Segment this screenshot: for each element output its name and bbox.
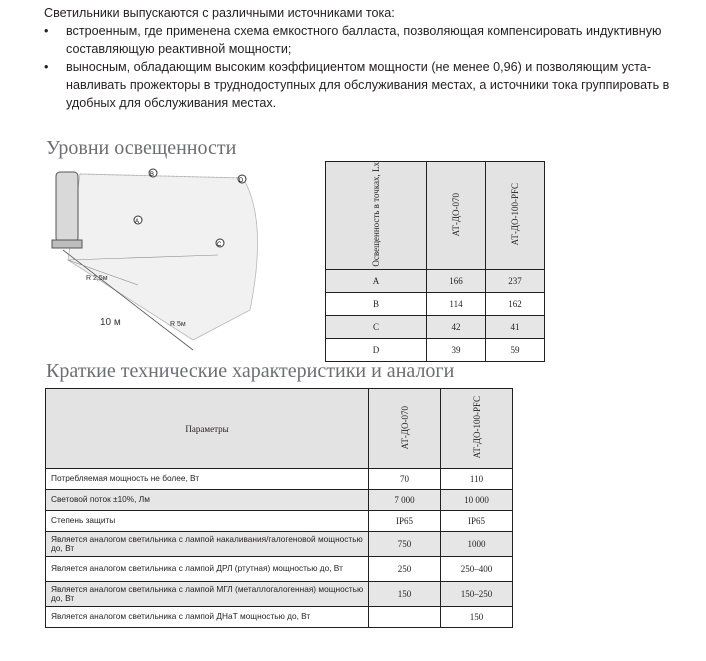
table-header-cell: АТ-ДО-070: [369, 389, 441, 469]
table-cell: C: [326, 315, 427, 338]
point-a-label: A: [135, 219, 140, 225]
table-cell: 750: [369, 532, 441, 557]
table-cell: 250: [369, 557, 441, 582]
bullet-icon: •: [44, 24, 49, 38]
table-cell: [369, 607, 441, 628]
table-cell: D: [326, 338, 427, 361]
table-header-cell: АТ-ДО-100-PFC: [486, 162, 545, 270]
table-row: [46, 532, 513, 557]
floodlight-bracket: [52, 240, 82, 248]
table-row: [46, 490, 513, 511]
illumination-diagram: [28, 160, 298, 360]
bullet-text: встроенным, где применена схема емкостного балласта, позволяющая компенсировать индуктивную составляющую реактивной мощности;: [66, 24, 662, 56]
table-cell: Является аналогом светильника с лампой МГЛ (металлогалогенная) мощностью до, Вт: [46, 582, 369, 607]
table-row: [326, 292, 545, 315]
table-cell: Является аналогом светильника с лампой накаливания/галогеновой мощностью до, Вт: [46, 532, 369, 557]
bullet-icon: •: [44, 60, 49, 74]
table-cell: 150: [441, 607, 513, 628]
floodlight-icon: [56, 172, 78, 242]
radius-label-1: R 2,5м: [86, 275, 108, 282]
table-row: [326, 269, 545, 292]
table-cell: 150: [369, 582, 441, 607]
table-header-cell: АТ-ДО-070: [427, 162, 486, 270]
table-cell: 166: [427, 269, 486, 292]
point-d-label: D: [239, 178, 244, 184]
table-cell: IP65: [441, 511, 513, 532]
bullet-item: [44, 58, 694, 112]
table-cell: 150–250: [441, 582, 513, 607]
table-cell: Потребляемая мощность не более, Вт: [46, 469, 369, 490]
illumination-table: [325, 161, 545, 362]
point-c-label: C: [217, 242, 222, 248]
table-header-cell: Параметры: [46, 389, 369, 469]
table-cell: 7 000: [369, 490, 441, 511]
bullet-item: [44, 22, 694, 58]
table-cell: IP65: [369, 511, 441, 532]
table-cell: 42: [427, 315, 486, 338]
radius-label-2: R 5м: [170, 321, 186, 328]
table-row: [326, 338, 545, 361]
table-cell: 162: [486, 292, 545, 315]
table-row: [326, 315, 545, 338]
table-cell: Является аналогом светильника с лампой ДРЛ (ртутная) мощностью до, Вт: [46, 557, 369, 582]
table-cell: 70: [369, 469, 441, 490]
table-cell: 250–400: [441, 557, 513, 582]
table-row: [46, 607, 513, 628]
table-header-row: [326, 162, 545, 270]
table-cell: Является аналогом светильника с лампой ДНаТ мощностью до, Вт: [46, 607, 369, 628]
section-heading-levels: Уровни освещенности: [46, 137, 237, 159]
specs-table: [45, 388, 513, 628]
table-cell: 59: [486, 338, 545, 361]
table-cell: Световой поток ±10%, Лм: [46, 490, 369, 511]
table-cell: B: [326, 292, 427, 315]
table-header-cell: АТ-ДО-100-PFC: [441, 389, 513, 469]
table-header-row: [46, 389, 513, 469]
table-cell: 237: [486, 269, 545, 292]
table-row: [46, 557, 513, 582]
table-cell: 110: [441, 469, 513, 490]
point-b-label: B: [150, 172, 155, 178]
table-cell: 39: [427, 338, 486, 361]
table-cell: 41: [486, 315, 545, 338]
table-row: [46, 582, 513, 607]
table-row: [46, 511, 513, 532]
bullet-text: выносным, обладающим высоким коэффициентом мощности (не менее 0,96) и позволяющим устанавливать прожекторы в труднодоступных для обслуживания местах, а источники тока группировать в удобных для обслуживания местах.: [66, 60, 670, 110]
table-cell: A: [326, 269, 427, 292]
intro-text: [44, 4, 694, 112]
table-cell: Степень защиты: [46, 511, 369, 532]
distance-label: 10 м: [100, 317, 121, 328]
table-cell: 114: [427, 292, 486, 315]
section-heading-specs: Краткие технические характеристики и аналоги: [46, 360, 455, 382]
table-row: [46, 469, 513, 490]
table-header-cell: Освещенность в точках, Lx: [326, 162, 427, 270]
table-cell: 1000: [441, 532, 513, 557]
intro-lead: Светильники выпускаются с различными источниками тока:: [44, 6, 395, 20]
table-cell: 10 000: [441, 490, 513, 511]
